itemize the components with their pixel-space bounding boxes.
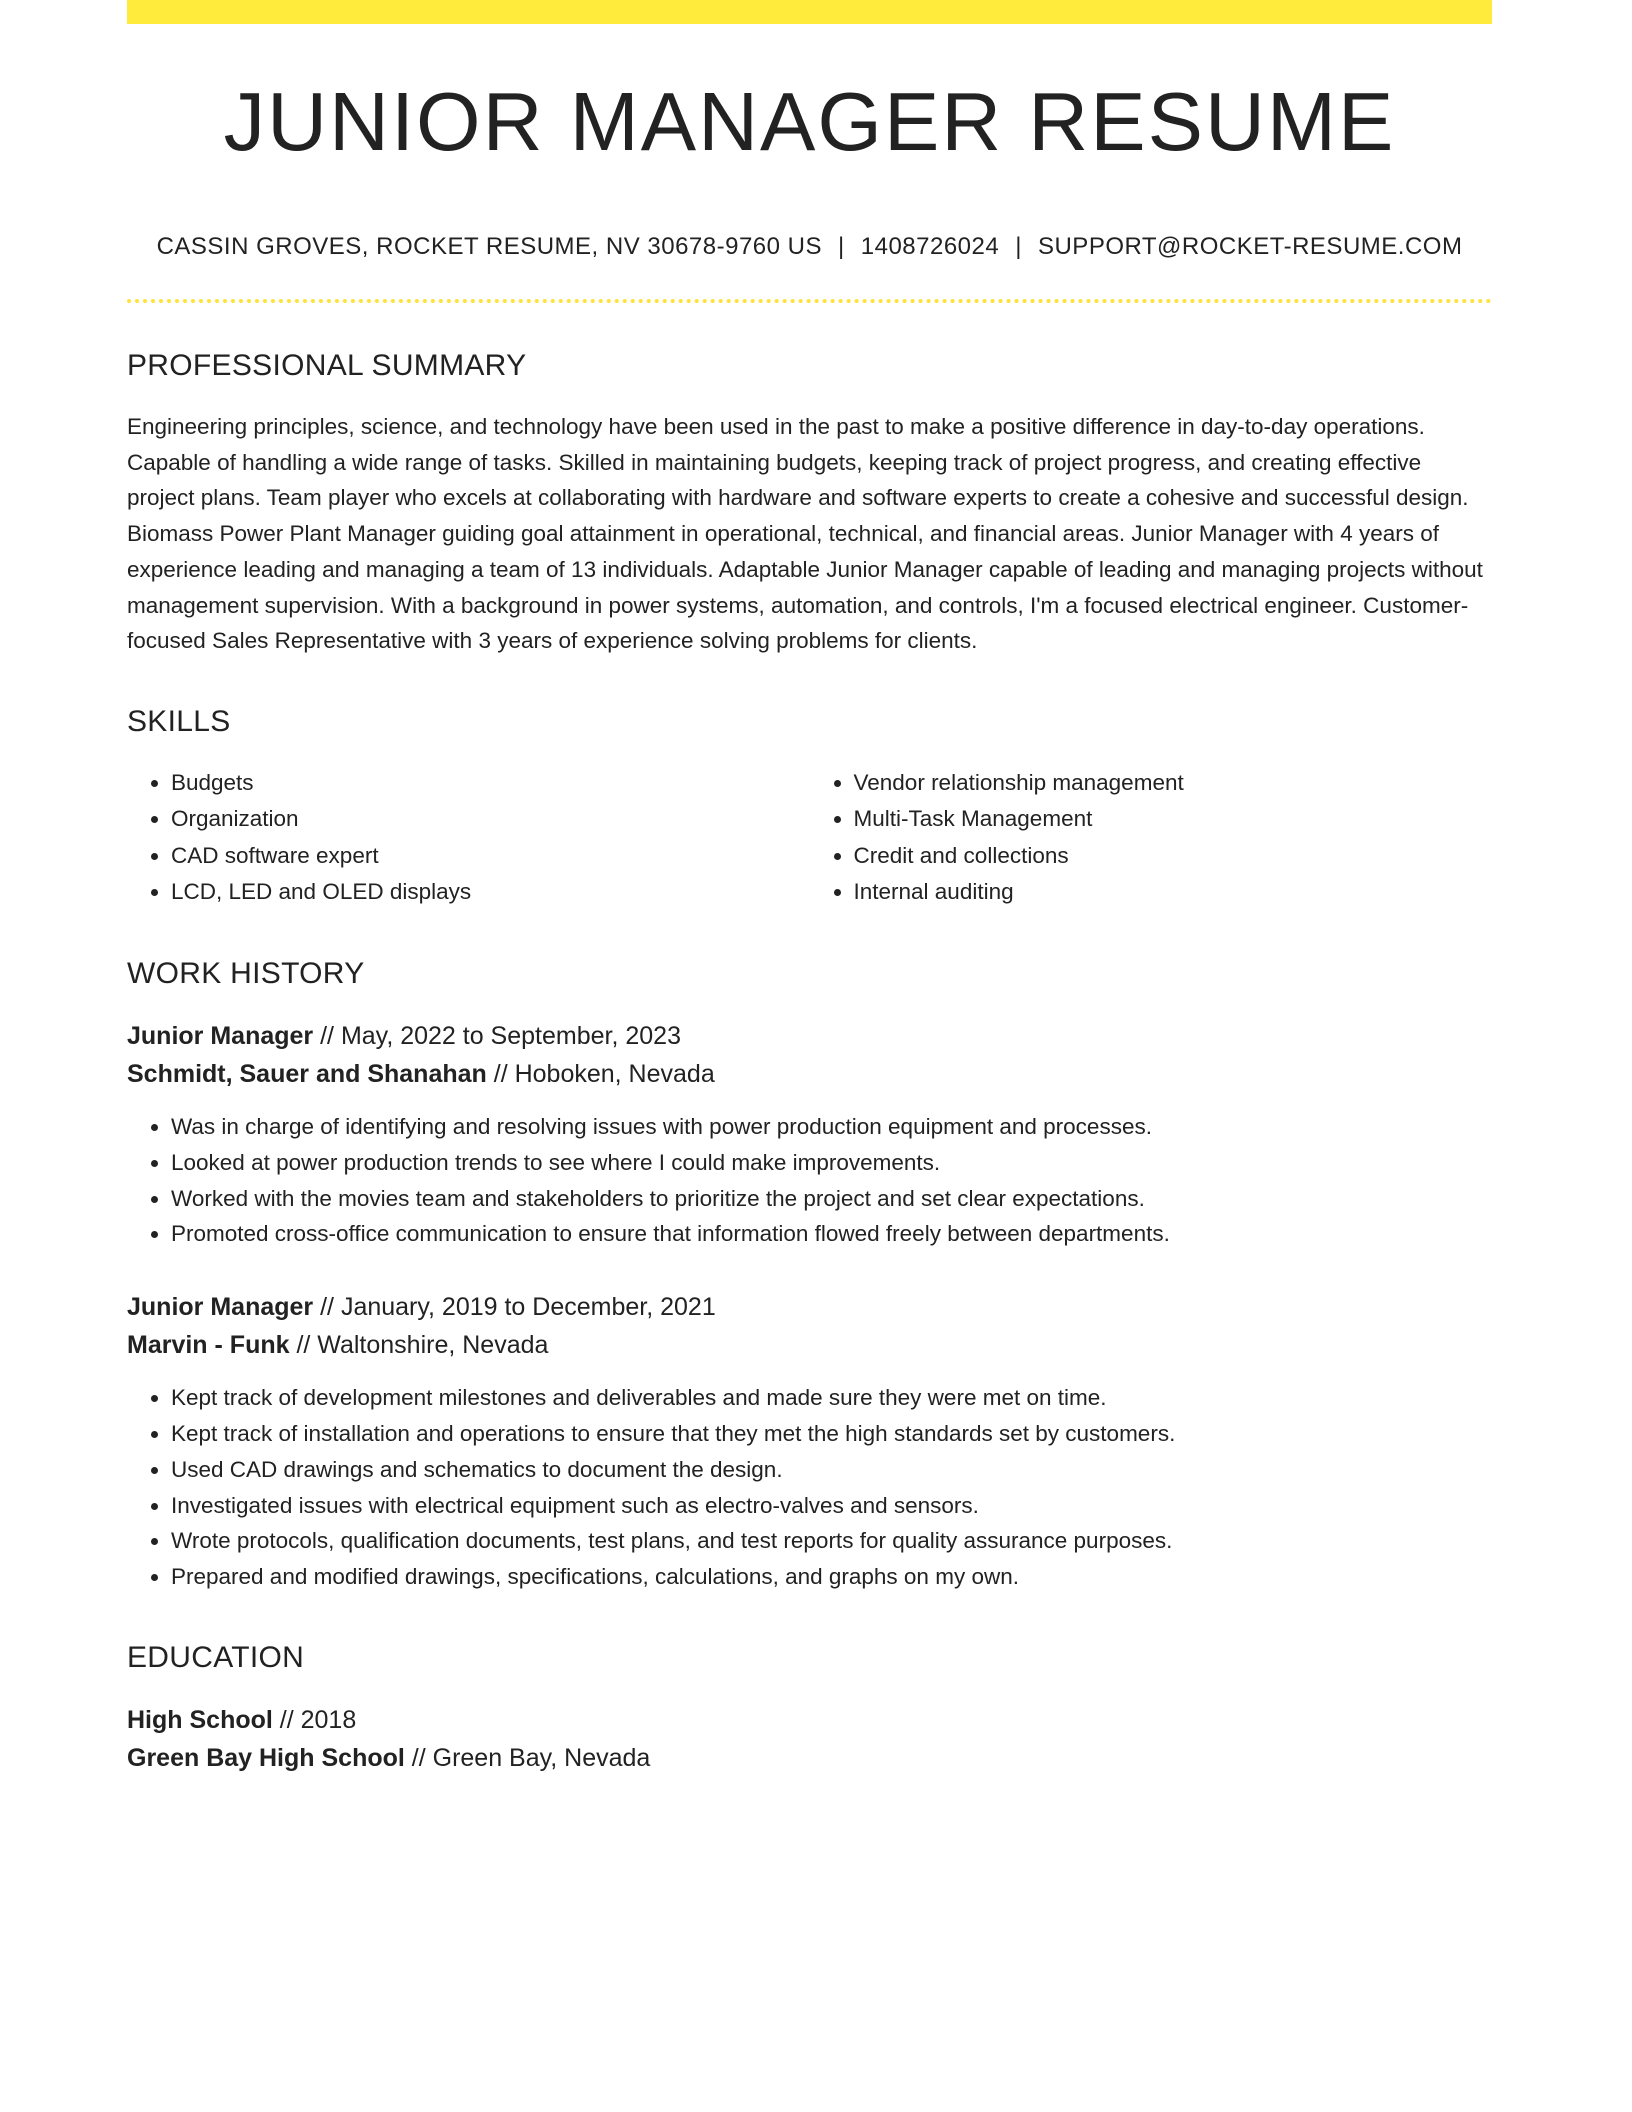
skills-column-left	[127, 765, 810, 911]
skills-column-right	[810, 765, 1493, 911]
skill-item: • LCD, LED and OLED displays	[171, 874, 810, 911]
job-entry	[127, 1017, 1492, 1252]
job-bullet: • Kept track of installation and operations to ensure that they met the high standards set by customers.	[171, 1416, 1492, 1452]
summary-heading: PROFESSIONAL SUMMARY	[127, 349, 527, 382]
job-location: // Hoboken, Nevada	[486, 1059, 715, 1088]
job-bullet: • Kept track of development milestones and deliverables and made sure they were met on time.	[171, 1380, 1492, 1416]
accent-top-bar	[127, 0, 1492, 24]
education-location: // Green Bay, Nevada	[404, 1743, 651, 1772]
job-bullet: • Looked at power production trends to see where I could make improvements.	[171, 1145, 1492, 1181]
contact-phone: 1408726024	[860, 233, 1000, 260]
skills-heading: SKILLS	[127, 704, 231, 738]
skill-item: • CAD software expert	[171, 838, 810, 875]
job-bullet: • Investigated issues with electrical equipment such as electro-valves and sensors.	[171, 1488, 1492, 1524]
job-bullets	[127, 1380, 1492, 1595]
skill-item: • Multi-Task Management	[854, 801, 1493, 838]
resume-title: JUNIOR MANAGER RESUME	[223, 75, 1396, 168]
contact-separator: |	[1015, 233, 1022, 260]
education-degree: High School	[127, 1705, 273, 1734]
skill-item: • Budgets	[171, 765, 810, 802]
summary-text: Engineering principles, science, and technology have been used in the past to make a positive difference in day-to-day operations. Capable of handling a wide range of tasks. Skilled in maintaining budgets, keeping track of project progress, and creating effective project plans. Team player who excels at collaborating with hardware and software experts to create a cohesive and successful design. Biomass Power Plant Manager guiding goal attainment in operational, technical, and financial areas. Junior Manager with 4 years of experience leading and managing a team of 13 individuals. Adaptable Junior Manager capable of leading and managing projects without management supervision. With a background in power systems, automation, and controls, I'm a focused electrical engineer. Customer-focused Sales Representative with 3 years of experience solving problems for clients.	[127, 414, 1483, 654]
contact-separator: |	[838, 233, 845, 260]
job-company-line	[127, 1326, 1492, 1364]
job-bullet: • Worked with the movies team and stakeholders to prioritize the project and set clear expectations.	[171, 1181, 1492, 1217]
job-bullet: • Promoted cross-office communication to ensure that information flowed freely between departments.	[171, 1216, 1492, 1252]
skill-item: • Credit and collections	[854, 838, 1493, 875]
work-history-heading: WORK HISTORY	[127, 956, 365, 990]
job-company: Marvin - Funk	[127, 1331, 290, 1360]
education-school-line	[127, 1739, 1492, 1777]
education-year: // 2018	[272, 1705, 357, 1734]
job-title: Junior Manager	[127, 1293, 314, 1322]
education-degree-line	[127, 1701, 1492, 1739]
job-dates: // May, 2022 to September, 2023	[313, 1021, 681, 1050]
job-title: Junior Manager	[127, 1021, 314, 1050]
contact-address: CASSIN GROVES, ROCKET RESUME, NV 30678-9760 US	[156, 233, 823, 260]
resume-page	[127, 0, 1492, 1777]
education-heading: EDUCATION	[127, 1640, 305, 1674]
job-title-line	[127, 1288, 1492, 1326]
skill-item: • Vendor relationship management	[854, 765, 1493, 802]
job-location: // Waltonshire, Nevada	[289, 1331, 549, 1360]
dotted-divider	[127, 299, 1492, 303]
job-entry	[127, 1288, 1492, 1595]
job-bullet: • Prepared and modified drawings, specifications, calculations, and graphs on my own.	[171, 1559, 1492, 1595]
skill-item: • Organization	[171, 801, 810, 838]
job-dates: // January, 2019 to December, 2021	[313, 1293, 716, 1322]
contact-email: SUPPORT@ROCKET-RESUME.COM	[1037, 233, 1463, 260]
job-bullet: • Used CAD drawings and schematics to document the design.	[171, 1452, 1492, 1488]
job-bullets	[127, 1109, 1492, 1252]
contact-line	[127, 233, 1492, 261]
skill-item: • Internal auditing	[854, 874, 1493, 911]
job-company-line	[127, 1055, 1492, 1093]
job-bullet: • Was in charge of identifying and resolving issues with power production equipment and processes.	[171, 1109, 1492, 1145]
job-title-line	[127, 1017, 1492, 1055]
job-bullet: • Wrote protocols, qualification documents, test plans, and test reports for quality assurance purposes.	[171, 1523, 1492, 1559]
job-company: Schmidt, Sauer and Shanahan	[127, 1059, 487, 1088]
skills-list	[127, 765, 1492, 911]
education-school: Green Bay High School	[127, 1743, 405, 1772]
